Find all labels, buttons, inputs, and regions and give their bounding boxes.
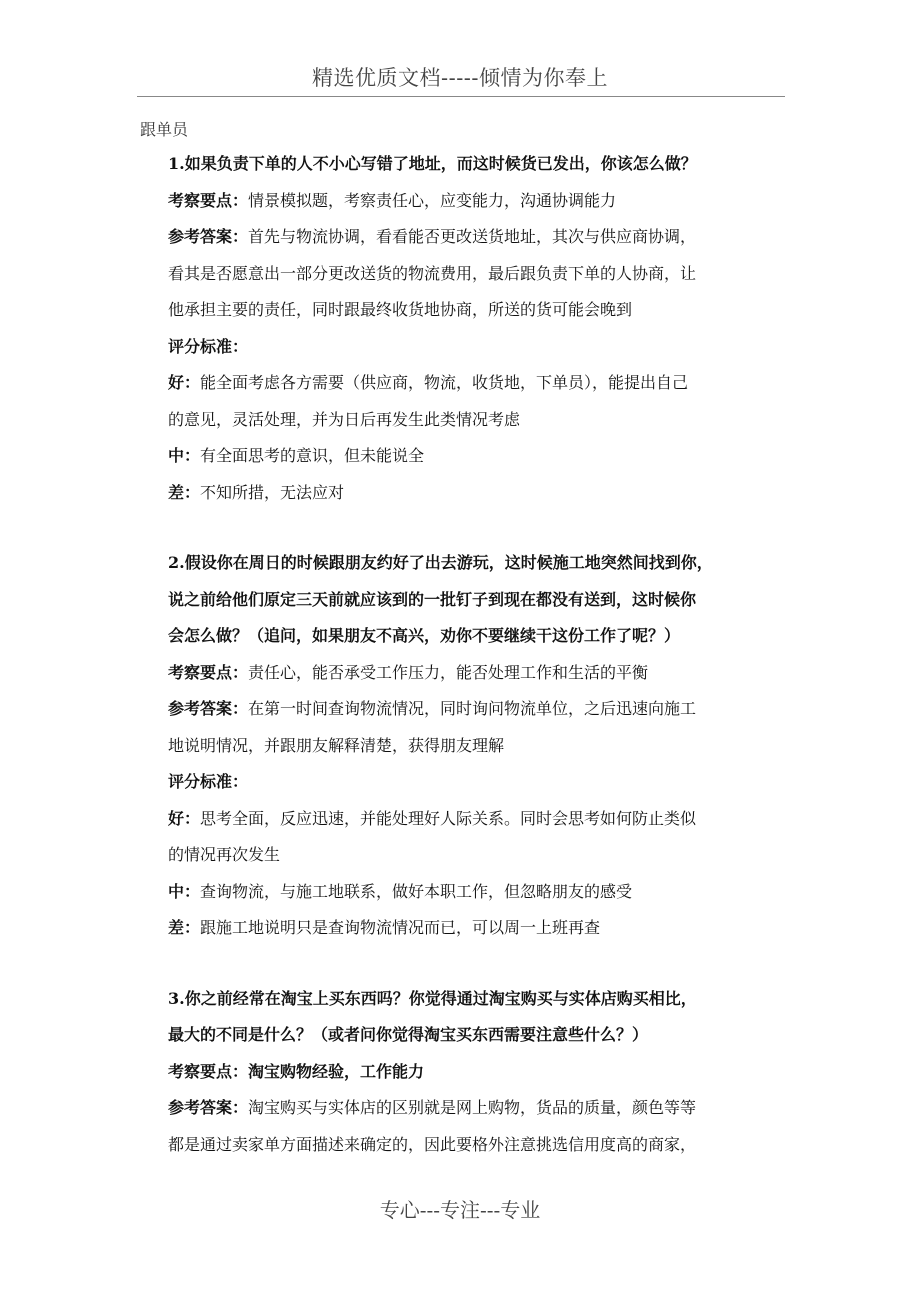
question-1-section <box>140 146 790 511</box>
q1-answer-line-2: 看其是否愿意出一部分更改送货的物流费用，最后跟负责下单的人协商，让 <box>168 263 697 283</box>
q1-good-line-1: 好：能全面考虑各方需要（供应商，物流，收货地，下单员），能提出自己 <box>168 373 689 392</box>
q1-bad: 差：不知所措，无法应对 <box>168 482 345 502</box>
question-1 <box>140 146 790 183</box>
q2-answer-line-2: 地说明情况，并跟朋友解释清楚，获得朋友理解 <box>168 735 505 755</box>
question-3-line-1: 3.你之前经常在淘宝上买东西吗？你觉得通过淘宝购买与实体店购买相比， <box>168 988 697 1008</box>
question-2 <box>140 545 790 655</box>
document-body <box>140 114 790 1163</box>
q3-answer-line-2: 都是通过卖家单方面描述来确定的，因此要格外注意挑选信用度高的商家， <box>168 1134 697 1154</box>
section-gap <box>140 511 790 545</box>
q2-criteria-label: 评分标准： <box>168 772 249 791</box>
section-gap <box>140 947 790 981</box>
question-3-line-2: 最大的不同是什么？（或者问你觉得淘宝买东西需要注意些什么？） <box>168 1025 649 1044</box>
page-header: 精选优质文档-----倾情为你奉上 <box>312 66 608 90</box>
question-1-line-1: 1.如果负责下单的人不小心写错了地址，而这时候货已发出，你该怎么做？ <box>168 154 697 173</box>
q1-focus: 考察要点：情景模拟题，考察责任心，应变能力，沟通协调能力 <box>168 190 617 210</box>
question-3-section <box>140 981 790 1164</box>
q2-focus: 考察要点：责任心，能否承受工作压力，能否处理工作和生活的平衡 <box>168 662 649 682</box>
q1-criteria-label: 评分标准： <box>168 336 249 356</box>
q2-good-line-1: 好：思考全面，反应迅速，并能处理好人际关系。同时会思考如何防止类似 <box>168 808 697 828</box>
q2-mid: 中：查询物流，与施工地联系，做好本职工作，但忽略朋友的感受 <box>168 881 633 901</box>
q3-focus: 考察要点：淘宝购物经验，工作能力 <box>168 1061 425 1081</box>
q1-good-line-2: 的意见，灵活处理，并为日后再发生此类情况考虑 <box>168 409 521 429</box>
question-2-line-1: 2.假设你在周日的时候跟朋友约好了出去游玩，这时候施工地突然间找到你， <box>168 553 713 572</box>
question-3 <box>140 981 790 1054</box>
q2-answer-line-1: 参考答案：在第一时间查询物流情况，同时询问物流单位，之后迅速向施工 <box>168 699 697 718</box>
q1-mid: 中：有全面思考的意识，但未能说全 <box>168 446 425 465</box>
role-title: 跟单员 <box>140 120 189 139</box>
q2-bad: 差：跟施工地说明只是查询物流情况而已，可以周一上班再查 <box>168 918 601 937</box>
q3-answer-line-1: 参考答案：淘宝购买与实体店的区别就是网上购物，货品的质量，颜色等等 <box>168 1098 697 1117</box>
header-divider <box>137 96 785 97</box>
q1-answer-line-3: 他承担主要的责任，同时跟最终收货地协商，所送的货可能会晚到 <box>168 300 633 319</box>
q2-good-line-2: 的情况再次发生 <box>168 845 281 864</box>
q1-answer-line-1: 参考答案：首先与物流协调，看看能否更改送货地址，其次与供应商协调， <box>168 227 697 246</box>
question-2-line-3: 会怎么做？（追问，如果朋友不高兴，劝你不要继续干这份工作了呢？） <box>168 626 681 645</box>
page-footer: 专心---专注---专业 <box>379 1198 541 1222</box>
question-2-section <box>140 545 790 947</box>
question-2-line-2: 说之前给他们原定三天前就应该到的一批钉子到现在都没有送到，这时候你 <box>168 589 697 609</box>
